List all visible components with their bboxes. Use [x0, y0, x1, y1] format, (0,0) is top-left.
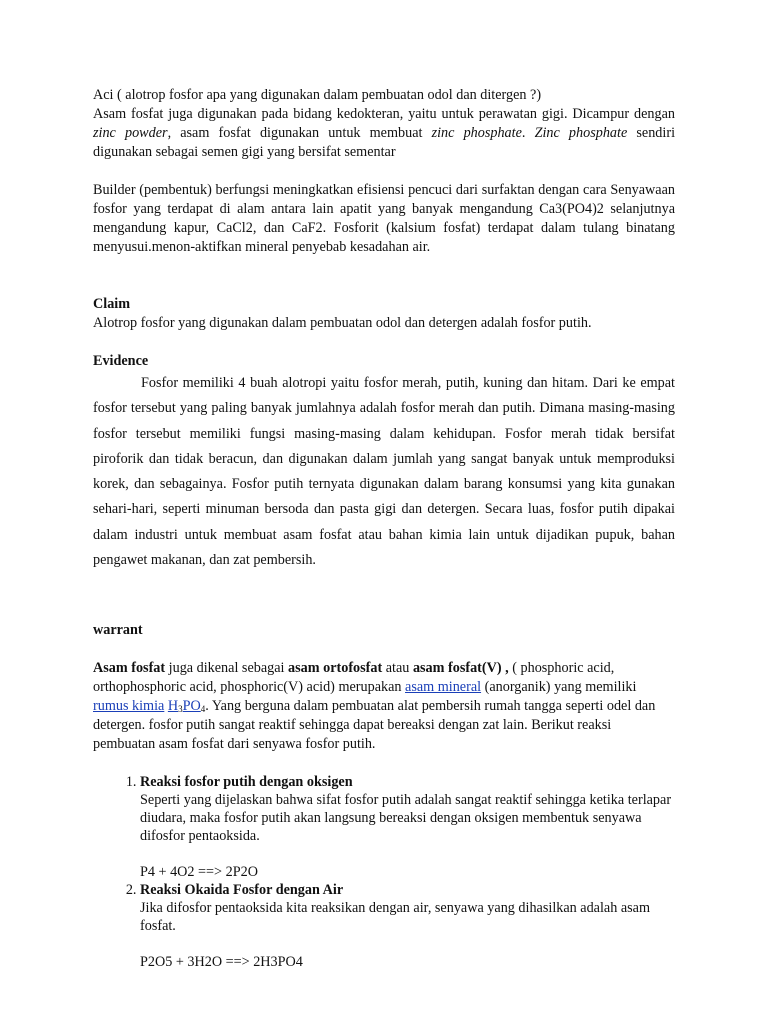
- reaction-equation: P2O5 + 3H2O ==> 2H3PO4: [140, 954, 303, 971]
- reaction-description: Seperti yang dijelaskan bahwa sifat fosfor putih adalah sangat reaktif sehingga ketika terlapar diudara, maka fosfor putih akan langsung bereaksi dengan oksigen membentuk senyawa difosfor pentaoksida.: [140, 792, 672, 845]
- warrant-heading: warrant: [93, 622, 143, 639]
- warrant-paragraph: Asam fosfat juga dikenal sebagai asam ortofosfat atau asam fosfat(V) , ( phosphoric acid, orthophosphoric acid, phosphoric(V) acid) merupakan asam mineral (anorganik) yang memiliki rumus kimia $H_3PO_4$. Yang berguna dalam pembuatan alat pembersih rumah tangga seperti odel dan detergen. fosfor putih sangat reaktif sehingga dapat bereaksi dengan zat lain. Berikut reaksi pembuatan asam fosfat dari senyawa fosfor putih.: [93, 660, 656, 753]
- reaction-description: Jika difosfor pentaoksida kita reaksikan dengan air, senyawa yang dihasilkan adalah asam fosfat.: [140, 900, 651, 935]
- asam-mineral-link[interactable]: asam mineral: [405, 679, 482, 696]
- evidence-text: Fosfor memiliki 4 buah alotropi yaitu fosfor merah, putih, kuning dan hitam. Dari ke empat fosfor tersebut yang paling banyak jumlahnya adalah fosfor merah dan putih. Dimana masing-masing fosfor tersebut memiliki fungsi masing-masing dalam kehidupan. Fosfor merah tidak bersifat piroforik dan tidak beracun, dan digunakan dalam jumlah yang sangat banyak untuk memproduksi korek, dan sebagainya. Fosfor putih ternyata digunakan dalam barang konsumsi yang kita gunakan sehari-hari, seperti minuman bersoda dan pasta gigi dan detergen. Secara luas, fosfor putih dipakai dalam industri untuk membuat asam fosfat atau bahan kimia lain untuk dijadikan pupuk, bahan pengawet makanan, dan zat pembersih.: [93, 375, 675, 569]
- intro-question: Aci ( alotrop fosfor apa yang digunakan dalam pembuatan odol dan ditergen ?): [93, 87, 542, 103]
- document-page: [93, 86, 675, 971]
- list-item: [140, 773, 675, 881]
- rumus-kimia-link[interactable]: rumus kimia: [93, 698, 165, 715]
- list-item: [140, 881, 675, 971]
- h-link[interactable]: H: [167, 698, 179, 715]
- intro-paragraph-1: Asam fosfat juga digunakan pada bidang kedokteran, yaitu untuk perawatan gigi. Dicampur dengan zinc powder, asam fosfat digunakan untuk membuat zinc phosphate. Zinc phosphate sendiri digunakan sebagai semen gigi yang bersifat sementar: [93, 106, 676, 160]
- claim-text: Alotrop fosfor yang digunakan dalam pembuatan odol dan detergen adalah fosfor putih.: [93, 315, 592, 331]
- reaction-title: 2. Reaksi Okaida Fosfor dengan Air: [140, 882, 344, 899]
- claim-heading: Claim: [93, 296, 131, 312]
- reaction-list: [93, 773, 675, 971]
- evidence-heading: Evidence: [93, 353, 149, 369]
- po-link[interactable]: PO: [182, 698, 201, 715]
- reaction-equation: P4 + 4O2 ==> 2P2O: [140, 864, 258, 881]
- reaction-title: 1. Reaksi fosfor putih dengan oksigen: [140, 774, 353, 791]
- intro-paragraph-2: Builder (pembentuk) berfungsi meningkatkan efisiensi pencuci dari surfaktan dengan cara Senyawaan fosfor yang terdapat di alam antara lain apatit yang banyak mengandung Ca3(PO4)2 selanjutnya mengandung kapur, CaCl2, dan CaF2. Fosforit (kalsium fosfat) terdapat dalam tulang binatang menyusui.menon-aktifkan mineral penyebab kesadahan air.: [93, 182, 675, 255]
